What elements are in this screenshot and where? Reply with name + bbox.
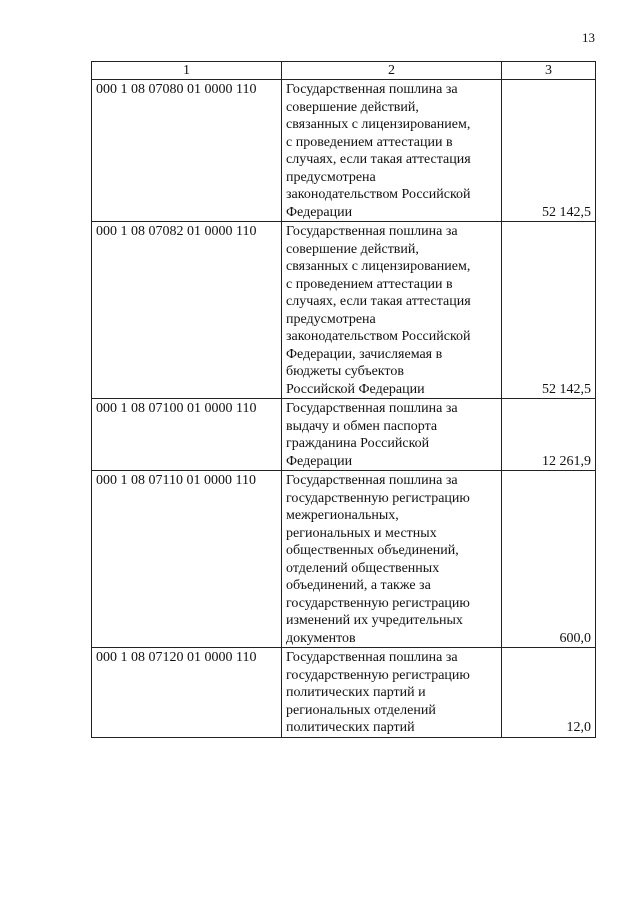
revenue-description [282,222,502,399]
description-line: региональных отделений [286,702,436,718]
description-line: совершение действий, [286,99,419,115]
column-header-2: 2 [282,62,502,80]
budget-code: 000 1 08 07110 01 0000 110 [92,471,282,648]
amount-value: 600,0 [502,471,596,648]
description-line: Государственная пошлина за [286,473,458,488]
page-number: 13 [582,30,595,45]
revenue-description [282,399,502,471]
description-line: документов [286,630,356,646]
description-line: случаях, если такая аттестация [286,152,471,167]
description-line: предусмотрена [286,169,376,185]
budget-revenue-table [91,61,596,738]
budget-code: 000 1 08 07120 01 0000 110 [92,648,282,738]
table-row [92,471,596,648]
description-line: с проведением аттестации в [286,276,453,292]
description-line: законодательством Российской [286,187,471,202]
description-line: изменений их учредительных [286,613,463,628]
description-line: совершение действий, [286,241,419,257]
description-line: общественных объединений, [286,543,459,558]
table-header-row [92,62,596,80]
amount-value: 52 142,5 [502,222,596,399]
description-line: выдачу и обмен паспорта [286,418,438,434]
description-line: с проведением аттестации в [286,134,453,150]
description-line: законодательством Российской [286,329,471,344]
description-line: Государственная пошлина за [286,401,458,416]
description-line: связанных с лицензированием, [286,259,471,274]
revenue-description [282,80,502,222]
table-row [92,648,596,738]
description-line: случаях, если такая аттестация [286,294,471,309]
table-row [92,80,596,222]
budget-code: 000 1 08 07100 01 0000 110 [92,399,282,471]
description-line: межрегиональных, [286,508,399,523]
description-line: Государственная пошлина за [286,224,458,239]
column-header-3: 3 [502,62,596,80]
description-line: Российской Федерации [286,381,425,397]
table-row [92,399,596,471]
description-line: политических партий [286,720,415,735]
description-line: связанных с лицензированием, [286,117,471,132]
table-row [92,222,596,399]
description-line: Федерации, зачисляемая в [286,346,443,362]
description-line: Государственная пошлина за [286,82,458,97]
amount-value: 12,0 [502,648,596,738]
budget-code: 000 1 08 07080 01 0000 110 [92,80,282,222]
description-line: региональных и местных [286,525,437,541]
budget-code: 000 1 08 07082 01 0000 110 [92,222,282,399]
description-line: государственную регистрацию [286,667,470,683]
description-line: Государственная пошлина за [286,650,458,665]
description-line: объединений, а также за [286,578,431,593]
amount-value: 12 261,9 [502,399,596,471]
description-line: государственную регистрацию [286,595,470,611]
description-line: отделений общественных [286,560,440,576]
description-line: политических партий и [286,685,426,700]
revenue-description [282,471,502,648]
amount-value: 52 142,5 [502,80,596,222]
description-line: бюджеты субъектов [286,364,404,379]
column-header-1: 1 [92,62,282,80]
description-line: гражданина Российской [286,436,430,451]
description-line: предусмотрена [286,311,376,327]
description-line: Федерации [286,204,353,220]
description-line: государственную регистрацию [286,490,470,506]
revenue-description [282,648,502,738]
description-line: Федерации [286,453,353,469]
